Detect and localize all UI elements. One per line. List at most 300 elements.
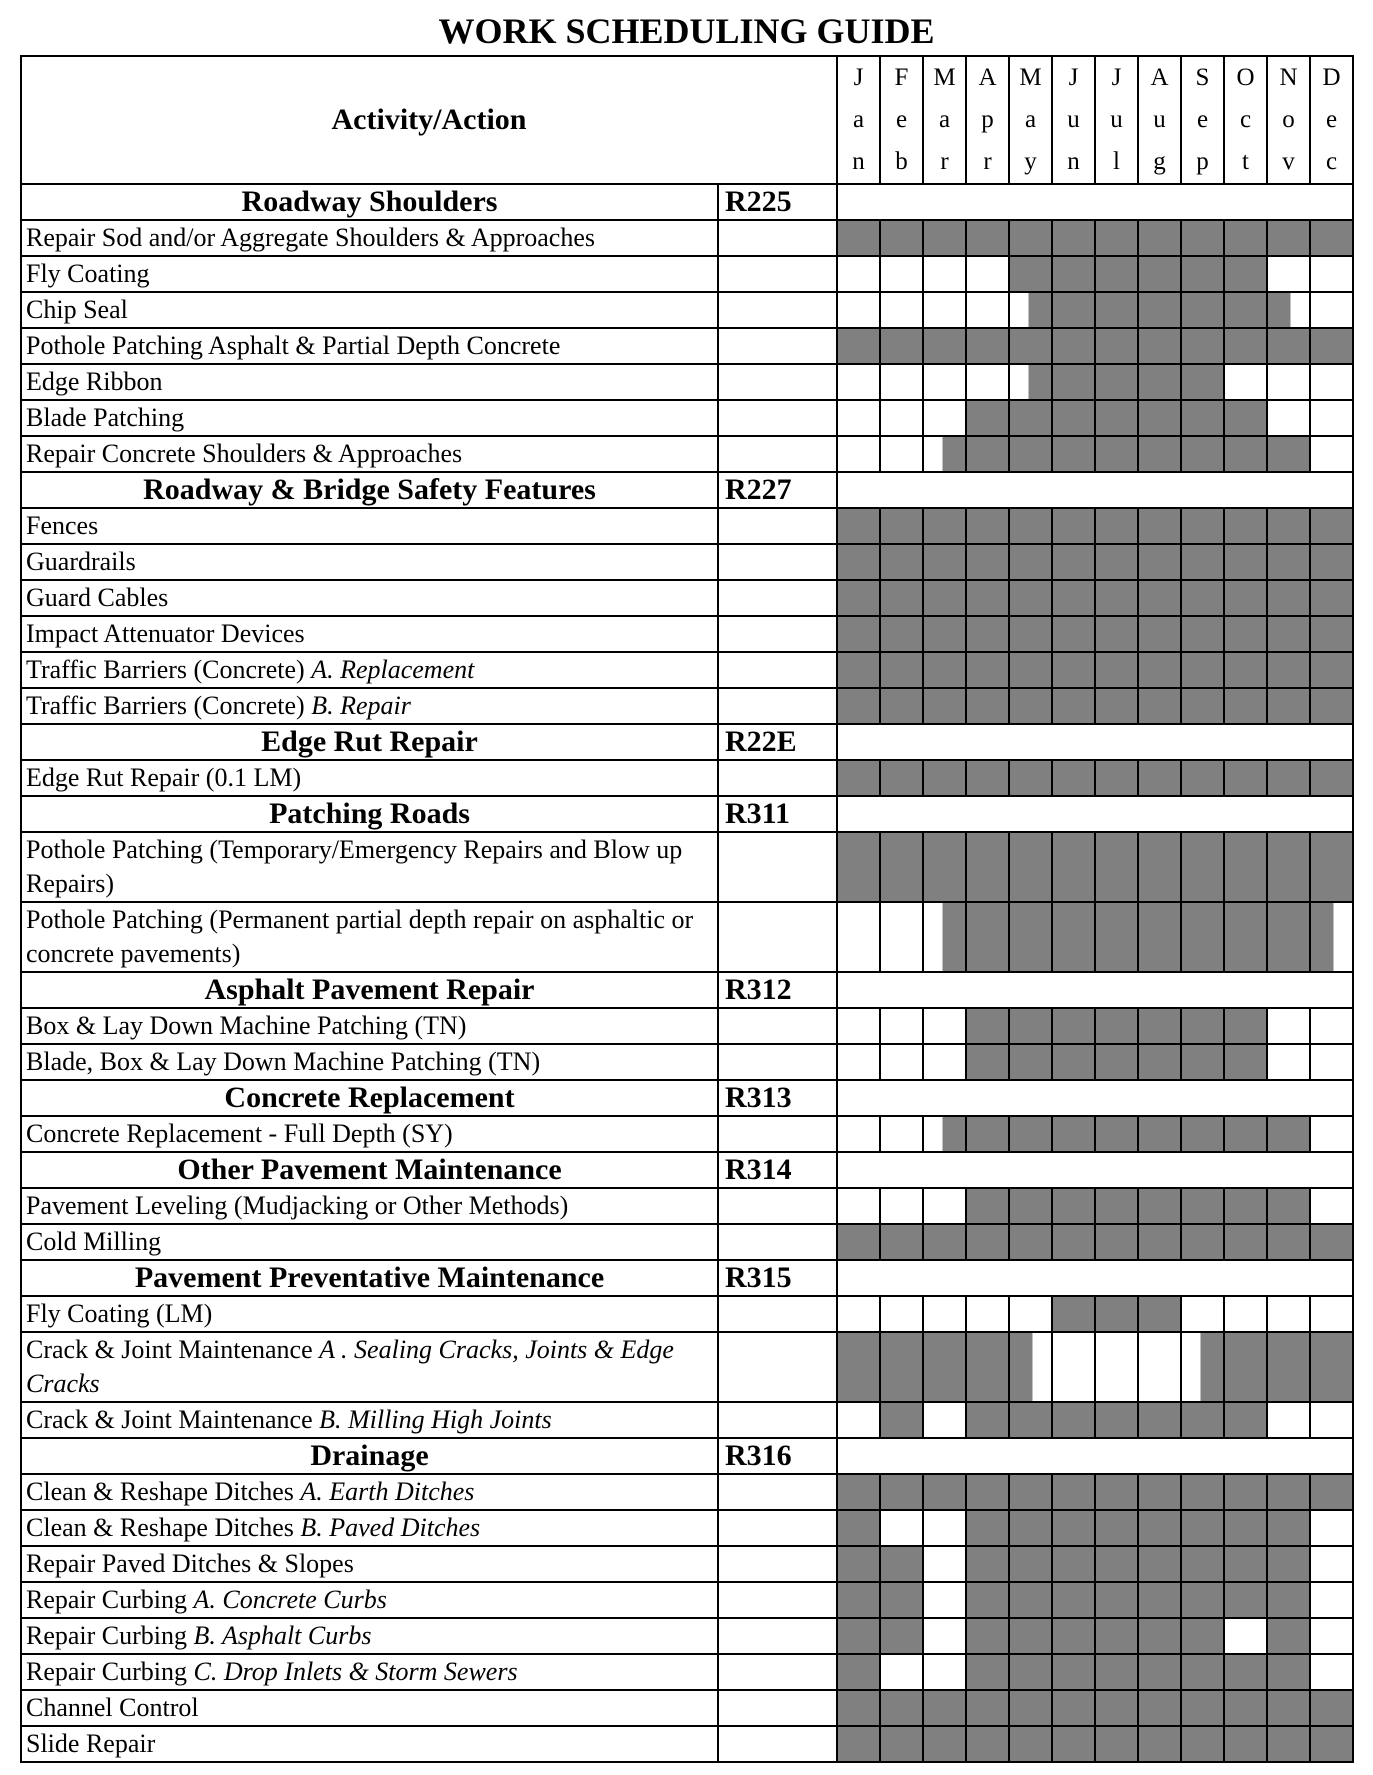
month-cell xyxy=(1095,544,1138,580)
section-spacer xyxy=(837,796,1353,832)
activity-row xyxy=(21,1332,1353,1402)
month-cell xyxy=(1009,1618,1052,1654)
month-cell xyxy=(1267,580,1310,616)
month-cell xyxy=(880,832,923,902)
month-cell xyxy=(966,1188,1009,1224)
activity-subtype: C. Drop Inlets & Storm Sewers xyxy=(193,1657,518,1686)
month-cell xyxy=(1009,256,1052,292)
activity-label xyxy=(21,400,718,436)
activity-text: Pothole Patching (Temporary/Emergency Repairs and Blow up Repairs) xyxy=(26,835,683,898)
section-code: R316 xyxy=(718,1438,837,1474)
month-cell xyxy=(837,328,880,364)
activity-subtype: A. Replacement xyxy=(311,655,475,684)
month-cell xyxy=(1095,688,1138,724)
month-letter: p xyxy=(1196,148,1209,175)
activity-row xyxy=(21,580,1353,616)
month-letter: l xyxy=(1113,148,1120,175)
activity-row xyxy=(21,1188,1353,1224)
month-cell xyxy=(1310,1044,1353,1080)
month-letter: u xyxy=(1110,106,1123,133)
month-letter: b xyxy=(895,148,908,175)
activity-row xyxy=(21,1296,1353,1332)
month-cell xyxy=(1052,544,1095,580)
month-cell xyxy=(1095,1402,1138,1438)
month-cell xyxy=(1310,616,1353,652)
activity-label xyxy=(21,1546,718,1582)
month-cell xyxy=(1224,328,1267,364)
month-cell xyxy=(1138,364,1181,400)
month-header xyxy=(1138,56,1181,184)
activity-subtype: B. Repair xyxy=(311,691,411,720)
activity-label xyxy=(21,902,718,972)
activity-subtype: A . Sealing Cracks, Joints & Edge Cracks xyxy=(26,1335,674,1398)
month-cell xyxy=(1224,220,1267,256)
activity-label xyxy=(21,1654,718,1690)
month-cell xyxy=(1267,220,1310,256)
month-cell xyxy=(837,1044,880,1080)
month-cell xyxy=(966,1510,1009,1546)
month-cell xyxy=(923,1582,966,1618)
month-cell xyxy=(1267,364,1310,400)
activity-label xyxy=(21,328,718,364)
month-cell xyxy=(1181,1474,1224,1510)
month-cell xyxy=(1095,1510,1138,1546)
activity-row xyxy=(21,688,1353,724)
month-cell xyxy=(880,1332,923,1402)
activity-row xyxy=(21,1474,1353,1510)
month-cell xyxy=(1095,292,1138,328)
month-letter: M xyxy=(1019,64,1042,91)
month-cell xyxy=(1181,1726,1224,1762)
month-cell xyxy=(1267,1116,1310,1152)
code-cell xyxy=(718,1332,837,1402)
activity-row xyxy=(21,1510,1353,1546)
month-header xyxy=(1181,56,1224,184)
month-cell xyxy=(1009,1582,1052,1618)
month-cell xyxy=(1310,1726,1353,1762)
month-cell xyxy=(923,1224,966,1260)
month-cell xyxy=(1181,1546,1224,1582)
code-cell xyxy=(718,1690,837,1726)
month-cell xyxy=(1138,544,1181,580)
month-cell xyxy=(1310,652,1353,688)
code-cell xyxy=(718,1402,837,1438)
activity-row xyxy=(21,1044,1353,1080)
activity-label xyxy=(21,436,718,472)
month-cell xyxy=(1310,1474,1353,1510)
month-cell xyxy=(1181,1224,1224,1260)
month-cell xyxy=(1052,1690,1095,1726)
month-cell xyxy=(837,1474,880,1510)
month-cell xyxy=(1095,1474,1138,1510)
month-cell xyxy=(837,256,880,292)
code-cell xyxy=(718,580,837,616)
activity-subtype: B. Asphalt Curbs xyxy=(193,1621,372,1650)
activity-row xyxy=(21,1726,1353,1762)
month-letter: J xyxy=(1068,64,1079,91)
month-cell xyxy=(837,1546,880,1582)
section-code: R311 xyxy=(718,796,837,832)
month-cell xyxy=(966,1296,1009,1332)
month-cell xyxy=(1095,652,1138,688)
month-cell xyxy=(966,688,1009,724)
month-cell xyxy=(1181,580,1224,616)
month-cell xyxy=(1052,760,1095,796)
month-cell xyxy=(966,436,1009,472)
month-cell xyxy=(1009,760,1052,796)
month-cell xyxy=(1181,1008,1224,1044)
section-row xyxy=(21,184,1353,220)
month-cell xyxy=(1267,616,1310,652)
month-cell xyxy=(1267,256,1310,292)
code-cell xyxy=(718,364,837,400)
month-cell xyxy=(966,1690,1009,1726)
activity-row xyxy=(21,256,1353,292)
code-cell xyxy=(718,400,837,436)
month-cell xyxy=(1267,1332,1310,1402)
month-cell xyxy=(966,832,1009,902)
month-cell xyxy=(923,1618,966,1654)
month-cell xyxy=(1181,544,1224,580)
month-cell xyxy=(1181,832,1224,902)
month-cell xyxy=(1224,832,1267,902)
code-cell xyxy=(718,220,837,256)
month-cell xyxy=(1181,328,1224,364)
month-cell xyxy=(1009,616,1052,652)
month-cell xyxy=(1267,1474,1310,1510)
month-cell xyxy=(1267,1008,1310,1044)
month-cell xyxy=(1095,902,1138,972)
month-cell xyxy=(923,1654,966,1690)
month-cell xyxy=(1009,832,1052,902)
month-cell xyxy=(1138,760,1181,796)
month-cell xyxy=(1181,902,1224,972)
month-letter: y xyxy=(1024,148,1037,175)
month-cell xyxy=(880,292,923,328)
month-cell xyxy=(1181,760,1224,796)
month-cell xyxy=(1267,1654,1310,1690)
month-cell xyxy=(1009,1224,1052,1260)
month-header xyxy=(966,56,1009,184)
activity-header: Activity/Action xyxy=(21,56,837,184)
month-cell xyxy=(966,760,1009,796)
month-cell xyxy=(880,436,923,472)
month-cell xyxy=(1267,760,1310,796)
month-cell xyxy=(1009,1546,1052,1582)
month-cell xyxy=(1052,436,1095,472)
month-cell xyxy=(1310,1188,1353,1224)
activity-row xyxy=(21,1224,1353,1260)
month-cell xyxy=(1052,1008,1095,1044)
month-cell xyxy=(1310,1690,1353,1726)
code-cell xyxy=(718,1618,837,1654)
month-cell xyxy=(837,1726,880,1762)
month-cell xyxy=(837,1654,880,1690)
activity-text: Traffic Barriers (Concrete) xyxy=(26,691,312,720)
month-cell xyxy=(1181,1332,1224,1402)
month-header xyxy=(1009,56,1052,184)
code-cell xyxy=(718,1188,837,1224)
month-cell xyxy=(1009,652,1052,688)
month-cell xyxy=(1052,292,1095,328)
month-letter: r xyxy=(940,148,949,175)
month-cell xyxy=(880,328,923,364)
section-code: R315 xyxy=(718,1260,837,1296)
month-letter: u xyxy=(1153,106,1166,133)
month-cell xyxy=(1052,1474,1095,1510)
activity-label xyxy=(21,1510,718,1546)
month-cell xyxy=(1052,1224,1095,1260)
month-cell xyxy=(880,1402,923,1438)
month-header xyxy=(880,56,923,184)
activity-text: Cold Milling xyxy=(26,1227,162,1256)
activity-label xyxy=(21,256,718,292)
code-cell xyxy=(718,1726,837,1762)
month-cell xyxy=(1267,1402,1310,1438)
activity-text: Edge Rut Repair (0.1 LM) xyxy=(26,763,302,792)
month-cell xyxy=(880,1008,923,1044)
month-cell xyxy=(1267,544,1310,580)
month-cell xyxy=(1009,400,1052,436)
month-cell xyxy=(1310,760,1353,796)
month-cell xyxy=(966,1654,1009,1690)
section-code: R312 xyxy=(718,972,837,1008)
month-header xyxy=(1224,56,1267,184)
activity-text: Edge Ribbon xyxy=(26,367,163,396)
month-cell xyxy=(1267,1224,1310,1260)
activity-label xyxy=(21,1008,718,1044)
month-cell xyxy=(1138,688,1181,724)
month-cell xyxy=(1224,652,1267,688)
month-letter: J xyxy=(853,64,864,91)
month-cell xyxy=(1009,508,1052,544)
code-cell xyxy=(718,1582,837,1618)
month-cell xyxy=(966,1582,1009,1618)
month-cell xyxy=(1181,508,1224,544)
activity-text: Pothole Patching (Permanent partial depth repair on asphaltic or concrete pavements) xyxy=(26,905,694,968)
month-cell xyxy=(1310,1546,1353,1582)
month-cell xyxy=(966,1224,1009,1260)
activity-text: Blade Patching xyxy=(26,403,185,432)
month-letter: c xyxy=(1325,148,1338,175)
month-header xyxy=(1052,56,1095,184)
section-spacer xyxy=(837,1260,1353,1296)
month-cell xyxy=(1009,292,1052,328)
activity-row xyxy=(21,328,1353,364)
month-cell xyxy=(966,1618,1009,1654)
month-cell xyxy=(1310,220,1353,256)
month-cell xyxy=(1052,328,1095,364)
month-cell xyxy=(1224,1188,1267,1224)
month-cell xyxy=(1009,328,1052,364)
month-cell xyxy=(1224,1008,1267,1044)
activity-text: Repair Paved Ditches & Slopes xyxy=(26,1549,354,1578)
month-cell xyxy=(1224,436,1267,472)
month-cell xyxy=(837,652,880,688)
month-cell xyxy=(837,508,880,544)
code-cell xyxy=(718,1116,837,1152)
code-cell xyxy=(718,1224,837,1260)
month-cell xyxy=(1138,1582,1181,1618)
month-cell xyxy=(1138,508,1181,544)
section-row xyxy=(21,1152,1353,1188)
month-letter: F xyxy=(894,64,909,91)
month-cell xyxy=(1052,1296,1095,1332)
month-cell xyxy=(1095,1726,1138,1762)
activity-row xyxy=(21,292,1353,328)
month-cell xyxy=(1138,1618,1181,1654)
month-cell xyxy=(1052,832,1095,902)
activity-text: Blade, Box & Lay Down Machine Patching (TN) xyxy=(26,1047,541,1076)
month-cell xyxy=(1181,292,1224,328)
month-cell xyxy=(923,902,966,972)
month-cell xyxy=(1095,1546,1138,1582)
activity-text: Repair Concrete Shoulders & Approaches xyxy=(26,439,463,468)
month-cell xyxy=(923,1116,966,1152)
month-cell xyxy=(880,1044,923,1080)
month-cell xyxy=(923,364,966,400)
activity-text: Repair Sod and/or Aggregate Shoulders & Approaches xyxy=(26,223,595,252)
month-cell xyxy=(1095,400,1138,436)
month-letter: e xyxy=(1196,106,1209,133)
month-cell xyxy=(1267,1296,1310,1332)
month-cell xyxy=(1310,1582,1353,1618)
month-cell xyxy=(1009,1654,1052,1690)
month-cell xyxy=(1138,832,1181,902)
month-cell xyxy=(923,760,966,796)
month-cell xyxy=(1310,1008,1353,1044)
code-cell xyxy=(718,760,837,796)
code-cell xyxy=(718,1044,837,1080)
section-title: Roadway Shoulders xyxy=(21,184,718,220)
code-cell xyxy=(718,544,837,580)
section-code: R227 xyxy=(718,472,837,508)
month-cell xyxy=(1052,364,1095,400)
activity-text: Clean & Reshape Ditches xyxy=(26,1477,301,1506)
code-cell xyxy=(718,328,837,364)
month-cell xyxy=(1009,1402,1052,1438)
activity-row xyxy=(21,220,1353,256)
month-cell xyxy=(923,1510,966,1546)
section-title: Asphalt Pavement Repair xyxy=(21,972,718,1008)
month-cell xyxy=(1267,1690,1310,1726)
month-cell xyxy=(966,652,1009,688)
month-cell xyxy=(837,1510,880,1546)
month-letter: a xyxy=(852,106,865,133)
activity-label xyxy=(21,1690,718,1726)
section-spacer xyxy=(837,972,1353,1008)
month-cell xyxy=(1095,1690,1138,1726)
month-cell xyxy=(923,1008,966,1044)
month-cell xyxy=(1009,902,1052,972)
month-cell xyxy=(880,508,923,544)
month-letter: a xyxy=(1024,106,1037,133)
month-cell xyxy=(880,1546,923,1582)
section-code: R314 xyxy=(718,1152,837,1188)
month-cell xyxy=(1095,1116,1138,1152)
month-cell xyxy=(1310,1618,1353,1654)
month-cell xyxy=(923,256,966,292)
activity-row xyxy=(21,1654,1353,1690)
month-cell xyxy=(1310,436,1353,472)
month-cell xyxy=(1310,1296,1353,1332)
activity-row xyxy=(21,544,1353,580)
month-cell xyxy=(923,220,966,256)
code-cell xyxy=(718,652,837,688)
activity-row xyxy=(21,652,1353,688)
month-cell xyxy=(966,292,1009,328)
month-cell xyxy=(837,1402,880,1438)
month-cell xyxy=(1224,1510,1267,1546)
month-cell xyxy=(837,1690,880,1726)
month-cell xyxy=(1009,1726,1052,1762)
activity-row xyxy=(21,1618,1353,1654)
month-cell xyxy=(1138,1044,1181,1080)
activity-row xyxy=(21,1690,1353,1726)
month-cell xyxy=(1224,1224,1267,1260)
activity-label xyxy=(21,1726,718,1762)
activity-label xyxy=(21,292,718,328)
month-cell xyxy=(1138,292,1181,328)
month-letter: t xyxy=(1242,148,1249,175)
month-cell xyxy=(923,1474,966,1510)
month-cell xyxy=(1009,1116,1052,1152)
activity-label xyxy=(21,652,718,688)
activity-label xyxy=(21,1116,718,1152)
month-cell xyxy=(1267,688,1310,724)
section-title: Pavement Preventative Maintenance xyxy=(21,1260,718,1296)
month-cell xyxy=(1267,1582,1310,1618)
month-cell xyxy=(880,1188,923,1224)
month-cell xyxy=(1095,508,1138,544)
month-cell xyxy=(1138,616,1181,652)
activity-text: Guardrails xyxy=(26,547,136,576)
month-cell xyxy=(923,400,966,436)
month-cell xyxy=(1181,652,1224,688)
month-cell xyxy=(1224,292,1267,328)
month-cell xyxy=(1181,1654,1224,1690)
activity-row xyxy=(21,1116,1353,1152)
month-cell xyxy=(966,544,1009,580)
activity-row xyxy=(21,364,1353,400)
month-cell xyxy=(880,902,923,972)
activity-subtype: A. Earth Ditches xyxy=(300,1477,475,1506)
month-cell xyxy=(1224,1546,1267,1582)
month-cell xyxy=(1052,1188,1095,1224)
section-title: Roadway & Bridge Safety Features xyxy=(21,472,718,508)
activity-label xyxy=(21,1188,718,1224)
month-cell xyxy=(880,400,923,436)
month-cell xyxy=(1310,1116,1353,1152)
activity-row xyxy=(21,1546,1353,1582)
month-cell xyxy=(837,220,880,256)
month-cell xyxy=(1009,364,1052,400)
month-cell xyxy=(1267,436,1310,472)
month-cell xyxy=(966,1546,1009,1582)
activity-text: Impact Attenuator Devices xyxy=(26,619,305,648)
month-cell xyxy=(1009,436,1052,472)
month-cell xyxy=(1181,688,1224,724)
activity-row xyxy=(21,400,1353,436)
month-cell xyxy=(1009,1296,1052,1332)
code-cell xyxy=(718,256,837,292)
code-cell xyxy=(718,1510,837,1546)
month-letter: a xyxy=(938,106,951,133)
month-cell xyxy=(880,760,923,796)
month-cell xyxy=(1052,1546,1095,1582)
month-cell xyxy=(923,508,966,544)
month-cell xyxy=(1267,652,1310,688)
